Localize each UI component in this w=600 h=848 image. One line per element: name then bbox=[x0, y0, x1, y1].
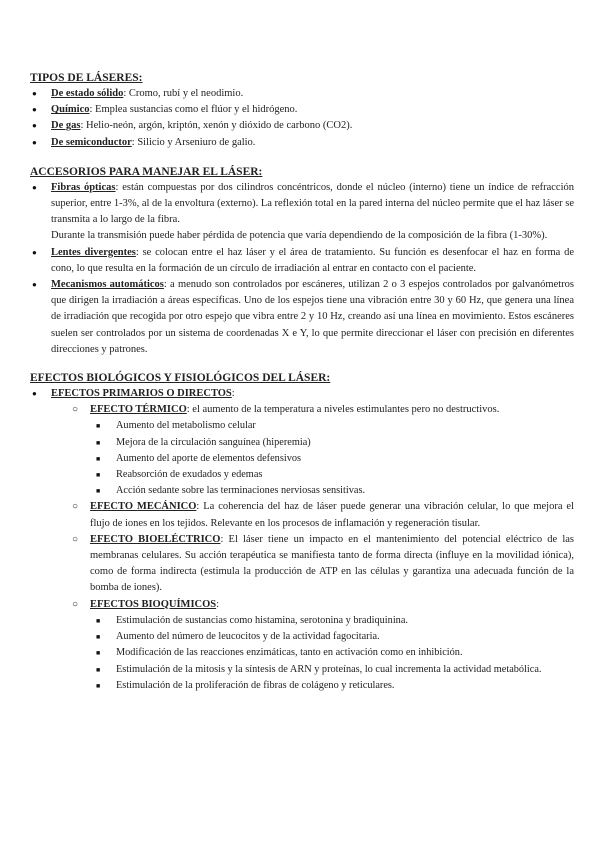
efectos-list bbox=[30, 386, 574, 694]
sublist-item-bioelectrico bbox=[71, 532, 574, 597]
bioquimicos-sublist bbox=[90, 613, 574, 694]
list-item bbox=[30, 118, 574, 134]
item-text: : a menudo son controlados por escáneres, utilizan 2 o 3 espejos controlados por galvanómetros que dirigen la irradiación a áreas específicas. Uno de los espejos tiene una vibración entre 30 y 60 Hz, que genera una línea de irradiación que recogida por otro espejo que vibra entre 2 y 10 Hz, creando así una línea en movimiento. Estos escáneres suelen ser controlados por un sistema de coordenadas X e Y, lo que permite direccionar el láser con precisión en diferentes direcciones y patrones. bbox=[51, 279, 574, 355]
item-text: : bbox=[216, 598, 220, 610]
item-text: : Helio-neón, argón, kriptón, xenón y dióxido de carbono (CO2). bbox=[80, 120, 353, 132]
list-item-lentes bbox=[30, 245, 574, 277]
term-label: Mecanismos automáticos bbox=[51, 279, 164, 291]
list-item bbox=[30, 102, 574, 118]
sub-sub-item: ■ Aumento del metabolismo celular bbox=[94, 418, 574, 434]
item-text-2: Durante la transmisión puede haber pérdida de potencia que varía dependiendo de la composición de la fibra (1-30%). bbox=[51, 230, 548, 242]
termico-sublist bbox=[90, 418, 574, 499]
sub-sub-item: ■ Reabsorción de exudados y edemas bbox=[94, 467, 574, 483]
term-label: Lentes divergentes bbox=[51, 246, 136, 258]
sub-sub-item: ■ Estimulación de sustancias como histamina, serotonina y bradiquinina. bbox=[94, 613, 574, 629]
sub-sub-item: ■ Aumento del número de leucocitos y de la actividad fagocitaria. bbox=[94, 629, 574, 645]
list-item bbox=[30, 135, 574, 151]
item-text: : Silicio y Arseniuro de galio. bbox=[131, 136, 256, 148]
term-label: De estado sólido bbox=[51, 88, 124, 99]
item-text: : se colocan entre el haz láser y el área de tratamiento. Su función es desenfocar el haz en forma de cono, lo que resulta en la formación de un círculo de irradiación al entrar en contacto con el paciente. bbox=[51, 246, 574, 274]
item-text: : Emplea sustancias como el flúor y el hidrógeno. bbox=[89, 104, 298, 116]
sub-sub-item: ■ Estimulación de la proliferación de fibras de colágeno y reticulares. bbox=[94, 678, 574, 694]
item-text: : el aumento de la temperatura a niveles estimulantes pero no destructivos. bbox=[186, 404, 500, 416]
term-label: EFECTO BIOELÉCTRICO bbox=[90, 533, 221, 545]
tipos-list bbox=[30, 86, 574, 151]
list-item-mecanismos bbox=[30, 277, 574, 358]
sub-sub-item: ■ Acción sedante sobre las terminaciones nerviosas sensitivas. bbox=[94, 483, 574, 499]
item-text: : bbox=[231, 388, 235, 400]
sublist-item-mecanico bbox=[71, 499, 574, 531]
term-label: Fibras ópticas bbox=[51, 181, 116, 193]
primarios-sublist bbox=[51, 402, 574, 694]
term-label: De semiconductor bbox=[51, 136, 132, 148]
term-label: EFECTO MECÁNICO bbox=[90, 501, 197, 513]
list-item-primarios bbox=[30, 386, 574, 694]
item-text: : Cromo, rubí y el neodimio. bbox=[123, 88, 244, 99]
list-item bbox=[30, 86, 574, 102]
section-title-efectos: EFECTOS BIOLÓGICOS Y FISIOLÓGICOS DEL LÁSER: bbox=[30, 372, 331, 385]
sub-sub-item: ■ Modificación de las reacciones enzimáticas, tanto en activación como en inhibición. bbox=[94, 645, 574, 661]
term-label: De gas bbox=[51, 120, 81, 132]
sublist-item-bioquimicos bbox=[71, 597, 574, 694]
term-label: Químico bbox=[51, 104, 90, 116]
sub-sub-item: ■ Aumento del aporte de elementos defensivos bbox=[94, 451, 574, 467]
term-label: EFECTOS BIOQUÍMICOS bbox=[90, 598, 217, 610]
section-title-accesorios: ACCESORIOS PARA MANEJAR EL LÁSER: bbox=[30, 165, 263, 178]
item-text: : El láser tiene un impacto en el mantenimiento del potencial eléctrico de las membranas celulares. Su acción terapéutica se manifiesta tanto de forma directa (influye en la movilidad iónica), como de forma indirecta (estimula la producción de ATP en las células y garantiza una adecuada función de la bomba de iones). bbox=[90, 533, 574, 594]
sublist-item-termico bbox=[71, 402, 574, 499]
document-page bbox=[30, 70, 574, 694]
term-label: EFECTOS PRIMARIOS O DIRECTOS bbox=[51, 388, 232, 400]
sub-sub-item: ■ Estimulación de la mitosis y la síntesis de ARN y proteínas, lo cual incrementa la actividad metabólica. bbox=[94, 662, 574, 678]
sub-sub-item: ■ Mejora de la circulación sanguínea (hiperemia) bbox=[94, 435, 574, 451]
section-title-tipos: TIPOS DE LÁSERES: bbox=[30, 72, 143, 84]
term-label: EFECTO TÉRMICO bbox=[90, 404, 187, 416]
accesorios-list bbox=[30, 180, 574, 358]
list-item-fibras bbox=[30, 180, 574, 245]
item-text: : La coherencia del haz de láser puede generar una vibración celular, lo que mejora el flujo de iones en los tejidos. Relevante en los procesos de inflamación y regeneración tisular. bbox=[90, 501, 574, 529]
item-text: : están compuestas por dos cilindros concéntricos, donde el núcleo (interno) tiene un índice de refracción superior, entre 1-3%, al de la envoltura (externo). La reflexión total en la pared interna del núcleo permite que el haz láser se transmita a lo largo de la fibra. bbox=[51, 181, 574, 226]
